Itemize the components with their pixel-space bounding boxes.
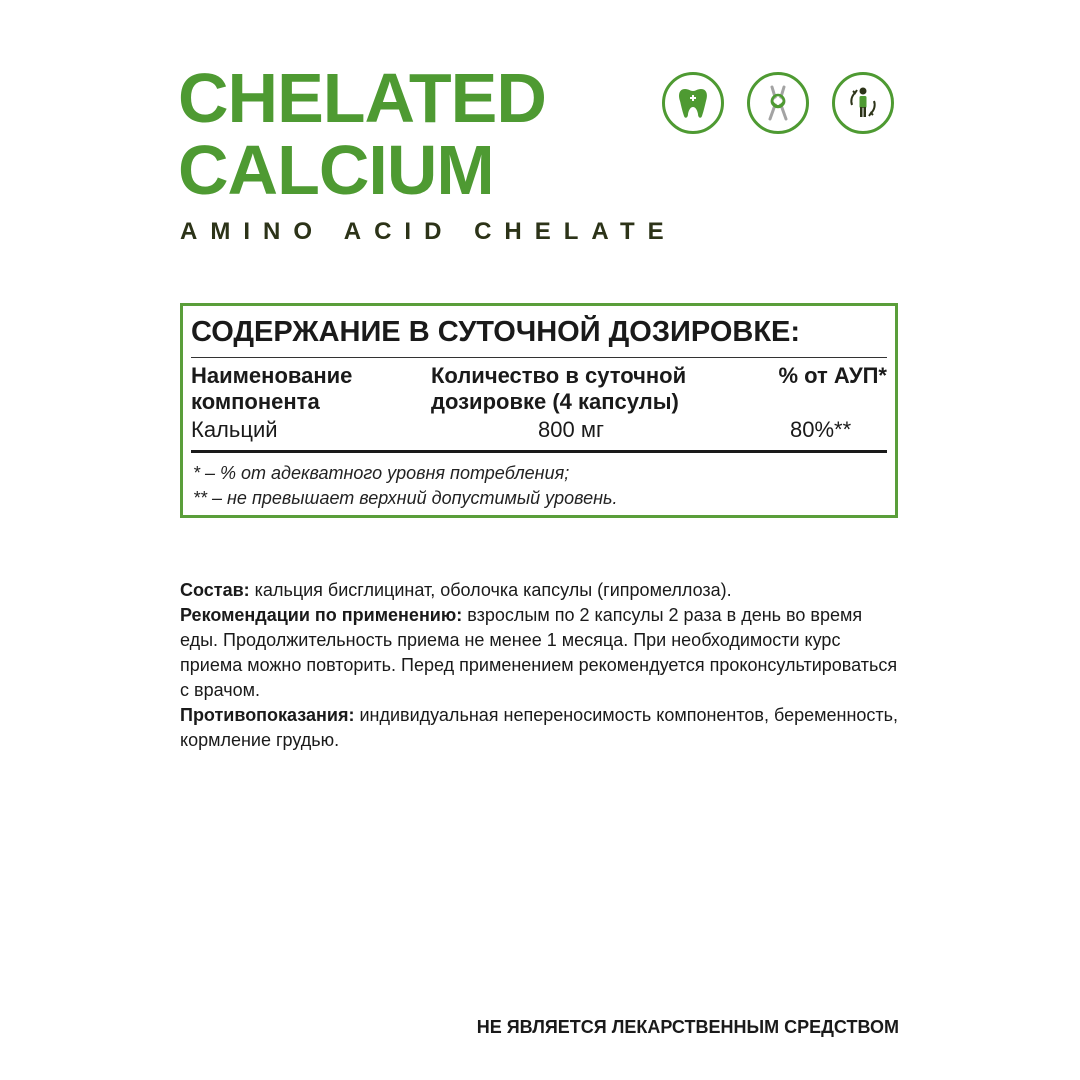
composition-label: Состав: <box>180 580 250 600</box>
product-title-line1: CHELATED <box>178 59 546 137</box>
cell-daily-quantity: 800 мг <box>538 417 604 442</box>
composition-paragraph <box>180 578 900 603</box>
usage-paragraph <box>180 603 900 703</box>
tooth-icon <box>662 72 724 134</box>
usage-label: Рекомендации по применению: <box>180 605 463 625</box>
cell-component-name: Кальций <box>191 417 278 442</box>
body-cycle-icon <box>832 72 894 134</box>
disclaimer: НЕ ЯВЛЯЕТСЯ ЛЕКАРСТВЕННЫМ СРЕДСТВОМ <box>476 1017 899 1037</box>
usage-text: взрослым по 2 капсулы 2 раза в день во время еды. Продолжительность приема не менее 1 месяца. При необходимости курс приема можно повторить. Перед применением рекомендуется проконсультироваться с врачом. <box>180 605 898 700</box>
contraindications-label: Противопоказания: <box>180 705 355 725</box>
header-component-name: Наименование компонента <box>191 363 353 414</box>
cell-percent-ai: 80%** <box>790 417 852 442</box>
panel-title: СОДЕРЖАНИЕ В СУТОЧНОЙ ДОЗИРОВКЕ: <box>191 316 801 348</box>
contraindications-paragraph <box>180 703 900 753</box>
header-daily-quantity: Количество в суточной дозировке (4 капсулы) <box>431 363 687 414</box>
footnote-2: ** – не превышает верхний допустимый уровень. <box>193 488 618 508</box>
contraindications-text: индивидуальная непереносимость компонентов, беременность, кормление грудью. <box>180 705 899 750</box>
product-title-line2: CALCIUM <box>178 131 494 209</box>
product-subtitle: AMINO ACID CHELATE <box>180 218 677 245</box>
divider <box>191 357 887 358</box>
benefit-icons <box>662 72 894 134</box>
footnote-1: * – % от адекватного уровня потребления; <box>193 463 570 483</box>
composition-text: кальция бисглицинат, оболочка капсулы (гипромеллоза). <box>249 580 732 600</box>
product-info <box>180 578 900 753</box>
product-title <box>178 59 546 209</box>
header-percent-ai: % от АУП* <box>778 363 887 388</box>
divider-thick <box>191 450 887 453</box>
joint-icon <box>747 72 809 134</box>
daily-dose-panel <box>180 303 898 518</box>
